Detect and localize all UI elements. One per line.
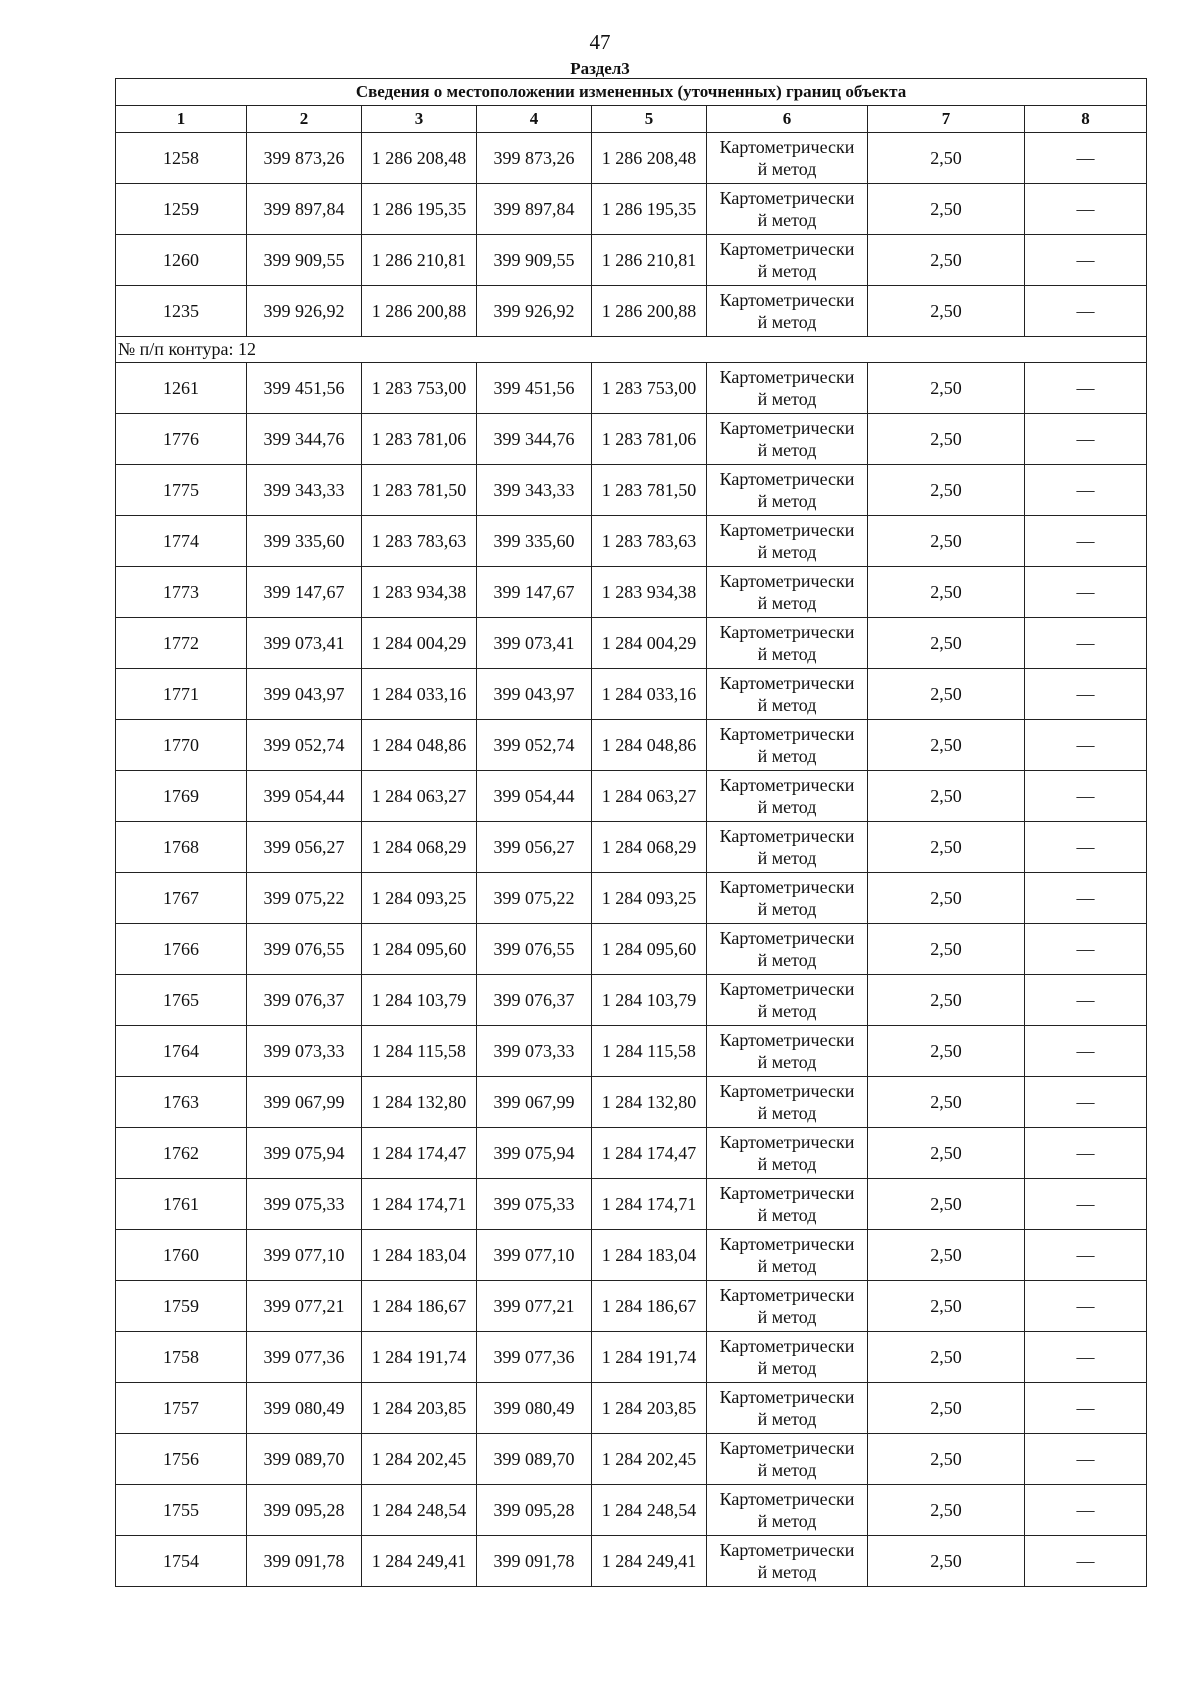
x-existing-cell: 399 344,76 xyxy=(247,414,362,465)
y-existing-cell: 1 283 781,50 xyxy=(362,465,477,516)
y-refined-cell: 1 283 753,00 xyxy=(592,363,707,414)
method-cell: Картометрически й метод xyxy=(707,1179,868,1230)
table-row xyxy=(116,1077,1147,1128)
y-refined-cell: 1 284 174,47 xyxy=(592,1128,707,1179)
description-cell: — xyxy=(1025,618,1147,669)
accuracy-cell: 2,50 xyxy=(868,516,1025,567)
x-existing-cell: 399 052,74 xyxy=(247,720,362,771)
table-row xyxy=(116,567,1147,618)
y-refined-cell: 1 286 200,88 xyxy=(592,286,707,337)
y-existing-cell: 1 284 093,25 xyxy=(362,873,477,924)
method-cell: Картометрически й метод xyxy=(707,235,868,286)
y-refined-cell: 1 284 033,16 xyxy=(592,669,707,720)
x-existing-cell: 399 075,33 xyxy=(247,1179,362,1230)
description-cell: — xyxy=(1025,1383,1147,1434)
y-existing-cell: 1 284 186,67 xyxy=(362,1281,477,1332)
description-cell: — xyxy=(1025,1077,1147,1128)
x-refined-cell: 399 089,70 xyxy=(477,1434,592,1485)
y-refined-cell: 1 286 195,35 xyxy=(592,184,707,235)
y-refined-cell: 1 284 004,29 xyxy=(592,618,707,669)
point-number-cell: 1762 xyxy=(116,1128,247,1179)
method-cell: Картометрически й метод xyxy=(707,133,868,184)
column-number: 6 xyxy=(707,106,868,133)
x-existing-cell: 399 075,94 xyxy=(247,1128,362,1179)
x-existing-cell: 399 076,37 xyxy=(247,975,362,1026)
y-refined-cell: 1 286 208,48 xyxy=(592,133,707,184)
x-existing-cell: 399 451,56 xyxy=(247,363,362,414)
x-refined-cell: 399 054,44 xyxy=(477,771,592,822)
table-row xyxy=(116,1128,1147,1179)
description-cell: — xyxy=(1025,1332,1147,1383)
table-row xyxy=(116,771,1147,822)
table-row xyxy=(116,1230,1147,1281)
x-refined-cell: 399 067,99 xyxy=(477,1077,592,1128)
table-row xyxy=(116,669,1147,720)
boundary-coordinates-table xyxy=(115,78,1147,1587)
accuracy-cell: 2,50 xyxy=(868,1434,1025,1485)
y-refined-cell: 1 284 248,54 xyxy=(592,1485,707,1536)
point-number-cell: 1755 xyxy=(116,1485,247,1536)
description-cell: — xyxy=(1025,1128,1147,1179)
method-cell: Картометрически й метод xyxy=(707,465,868,516)
y-refined-cell: 1 284 048,86 xyxy=(592,720,707,771)
y-existing-cell: 1 284 174,71 xyxy=(362,1179,477,1230)
accuracy-cell: 2,50 xyxy=(868,363,1025,414)
y-refined-cell: 1 283 783,63 xyxy=(592,516,707,567)
rows-contour-12 xyxy=(116,363,1147,1587)
x-existing-cell: 399 897,84 xyxy=(247,184,362,235)
page-number: 47 xyxy=(589,30,611,54)
x-existing-cell: 399 075,22 xyxy=(247,873,362,924)
description-cell: — xyxy=(1025,1281,1147,1332)
y-existing-cell: 1 283 753,00 xyxy=(362,363,477,414)
x-existing-cell: 399 147,67 xyxy=(247,567,362,618)
y-existing-cell: 1 284 202,45 xyxy=(362,1434,477,1485)
x-existing-cell: 399 077,36 xyxy=(247,1332,362,1383)
point-number-cell: 1768 xyxy=(116,822,247,873)
description-cell: — xyxy=(1025,1230,1147,1281)
accuracy-cell: 2,50 xyxy=(868,822,1025,873)
table-row xyxy=(116,516,1147,567)
table-row xyxy=(116,1332,1147,1383)
point-number-cell: 1776 xyxy=(116,414,247,465)
accuracy-cell: 2,50 xyxy=(868,618,1025,669)
method-cell: Картометрически й метод xyxy=(707,184,868,235)
x-refined-cell: 399 451,56 xyxy=(477,363,592,414)
method-cell: Картометрически й метод xyxy=(707,1230,868,1281)
x-existing-cell: 399 077,21 xyxy=(247,1281,362,1332)
point-number-cell: 1235 xyxy=(116,286,247,337)
column-number: 8 xyxy=(1025,106,1147,133)
description-cell: — xyxy=(1025,133,1147,184)
point-number-cell: 1772 xyxy=(116,618,247,669)
point-number-cell: 1258 xyxy=(116,133,247,184)
x-existing-cell: 399 091,78 xyxy=(247,1536,362,1587)
method-cell: Картометрически й метод xyxy=(707,873,868,924)
table-row xyxy=(116,1434,1147,1485)
method-cell: Картометрически й метод xyxy=(707,822,868,873)
column-number: 1 xyxy=(116,106,247,133)
column-number: 7 xyxy=(868,106,1025,133)
y-existing-cell: 1 286 208,48 xyxy=(362,133,477,184)
description-cell: — xyxy=(1025,516,1147,567)
x-existing-cell: 399 056,27 xyxy=(247,822,362,873)
accuracy-cell: 2,50 xyxy=(868,133,1025,184)
x-refined-cell: 399 926,92 xyxy=(477,286,592,337)
x-refined-cell: 399 897,84 xyxy=(477,184,592,235)
table-row xyxy=(116,720,1147,771)
x-refined-cell: 399 343,33 xyxy=(477,465,592,516)
accuracy-cell: 2,50 xyxy=(868,1230,1025,1281)
x-existing-cell: 399 343,33 xyxy=(247,465,362,516)
method-cell: Картометрически й метод xyxy=(707,618,868,669)
accuracy-cell: 2,50 xyxy=(868,414,1025,465)
table-row xyxy=(116,363,1147,414)
point-number-cell: 1775 xyxy=(116,465,247,516)
y-refined-cell: 1 286 210,81 xyxy=(592,235,707,286)
point-number-cell: 1763 xyxy=(116,1077,247,1128)
x-refined-cell: 399 075,94 xyxy=(477,1128,592,1179)
table-row xyxy=(116,822,1147,873)
y-refined-cell: 1 284 095,60 xyxy=(592,924,707,975)
x-refined-cell: 399 077,10 xyxy=(477,1230,592,1281)
description-cell: — xyxy=(1025,567,1147,618)
y-refined-cell: 1 284 103,79 xyxy=(592,975,707,1026)
contour-label: № п/п контура: 12 xyxy=(116,337,1147,363)
method-cell: Картометрически й метод xyxy=(707,924,868,975)
table-row xyxy=(116,618,1147,669)
y-existing-cell: 1 286 195,35 xyxy=(362,184,477,235)
x-existing-cell: 399 909,55 xyxy=(247,235,362,286)
method-cell: Картометрически й метод xyxy=(707,1434,868,1485)
point-number-cell: 1758 xyxy=(116,1332,247,1383)
accuracy-cell: 2,50 xyxy=(868,771,1025,822)
x-refined-cell: 399 052,74 xyxy=(477,720,592,771)
table-row xyxy=(116,1536,1147,1587)
accuracy-cell: 2,50 xyxy=(868,1485,1025,1536)
y-refined-cell: 1 283 781,06 xyxy=(592,414,707,465)
x-existing-cell: 399 043,97 xyxy=(247,669,362,720)
method-cell: Картометрически й метод xyxy=(707,1536,868,1587)
table-row xyxy=(116,1179,1147,1230)
x-refined-cell: 399 147,67 xyxy=(477,567,592,618)
y-existing-cell: 1 286 210,81 xyxy=(362,235,477,286)
method-cell: Картометрически й метод xyxy=(707,567,868,618)
point-number-cell: 1769 xyxy=(116,771,247,822)
point-number-cell: 1770 xyxy=(116,720,247,771)
method-cell: Картометрически й метод xyxy=(707,975,868,1026)
y-refined-cell: 1 284 093,25 xyxy=(592,873,707,924)
method-cell: Картометрически й метод xyxy=(707,720,868,771)
description-cell: — xyxy=(1025,465,1147,516)
description-cell: — xyxy=(1025,822,1147,873)
method-cell: Картометрически й метод xyxy=(707,771,868,822)
point-number-cell: 1765 xyxy=(116,975,247,1026)
rows-before-contour xyxy=(116,133,1147,337)
x-refined-cell: 399 073,33 xyxy=(477,1026,592,1077)
x-refined-cell: 399 077,36 xyxy=(477,1332,592,1383)
description-cell: — xyxy=(1025,286,1147,337)
accuracy-cell: 2,50 xyxy=(868,1536,1025,1587)
y-existing-cell: 1 284 115,58 xyxy=(362,1026,477,1077)
description-cell: — xyxy=(1025,1434,1147,1485)
table-row xyxy=(116,184,1147,235)
x-existing-cell: 399 926,92 xyxy=(247,286,362,337)
table-row xyxy=(116,1281,1147,1332)
y-refined-cell: 1 284 183,04 xyxy=(592,1230,707,1281)
y-refined-cell: 1 284 063,27 xyxy=(592,771,707,822)
method-cell: Картометрически й метод xyxy=(707,1383,868,1434)
point-number-cell: 1760 xyxy=(116,1230,247,1281)
point-number-cell: 1261 xyxy=(116,363,247,414)
x-refined-cell: 399 076,37 xyxy=(477,975,592,1026)
y-refined-cell: 1 284 203,85 xyxy=(592,1383,707,1434)
accuracy-cell: 2,50 xyxy=(868,567,1025,618)
x-refined-cell: 399 344,76 xyxy=(477,414,592,465)
accuracy-cell: 2,50 xyxy=(868,235,1025,286)
description-cell: — xyxy=(1025,669,1147,720)
x-refined-cell: 399 095,28 xyxy=(477,1485,592,1536)
point-number-cell: 1771 xyxy=(116,669,247,720)
x-refined-cell: 399 075,22 xyxy=(477,873,592,924)
x-existing-cell: 399 076,55 xyxy=(247,924,362,975)
contour-row xyxy=(116,337,1147,363)
accuracy-cell: 2,50 xyxy=(868,184,1025,235)
y-existing-cell: 1 284 203,85 xyxy=(362,1383,477,1434)
accuracy-cell: 2,50 xyxy=(868,1383,1025,1434)
accuracy-cell: 2,50 xyxy=(868,1128,1025,1179)
table-row xyxy=(116,1485,1147,1536)
x-existing-cell: 399 077,10 xyxy=(247,1230,362,1281)
accuracy-cell: 2,50 xyxy=(868,975,1025,1026)
accuracy-cell: 2,50 xyxy=(868,1332,1025,1383)
point-number-cell: 1764 xyxy=(116,1026,247,1077)
x-refined-cell: 399 077,21 xyxy=(477,1281,592,1332)
y-existing-cell: 1 283 783,63 xyxy=(362,516,477,567)
accuracy-cell: 2,50 xyxy=(868,1281,1025,1332)
x-existing-cell: 399 080,49 xyxy=(247,1383,362,1434)
y-existing-cell: 1 286 200,88 xyxy=(362,286,477,337)
x-refined-cell: 399 873,26 xyxy=(477,133,592,184)
y-existing-cell: 1 284 033,16 xyxy=(362,669,477,720)
x-refined-cell: 399 909,55 xyxy=(477,235,592,286)
x-refined-cell: 399 073,41 xyxy=(477,618,592,669)
table-row xyxy=(116,1383,1147,1434)
y-refined-cell: 1 284 202,45 xyxy=(592,1434,707,1485)
y-refined-cell: 1 284 132,80 xyxy=(592,1077,707,1128)
method-cell: Картометрически й метод xyxy=(707,286,868,337)
x-refined-cell: 399 043,97 xyxy=(477,669,592,720)
method-cell: Картометрически й метод xyxy=(707,414,868,465)
x-existing-cell: 399 067,99 xyxy=(247,1077,362,1128)
y-refined-cell: 1 284 068,29 xyxy=(592,822,707,873)
y-existing-cell: 1 284 068,29 xyxy=(362,822,477,873)
column-number: 4 xyxy=(477,106,592,133)
accuracy-cell: 2,50 xyxy=(868,1179,1025,1230)
x-refined-cell: 399 080,49 xyxy=(477,1383,592,1434)
description-cell: — xyxy=(1025,975,1147,1026)
table-row xyxy=(116,1026,1147,1077)
table-row xyxy=(116,235,1147,286)
y-existing-cell: 1 284 004,29 xyxy=(362,618,477,669)
x-refined-cell: 399 076,55 xyxy=(477,924,592,975)
method-cell: Картометрически й метод xyxy=(707,1026,868,1077)
y-refined-cell: 1 284 191,74 xyxy=(592,1332,707,1383)
x-refined-cell: 399 335,60 xyxy=(477,516,592,567)
y-refined-cell: 1 284 174,71 xyxy=(592,1179,707,1230)
point-number-cell: 1773 xyxy=(116,567,247,618)
y-refined-cell: 1 284 115,58 xyxy=(592,1026,707,1077)
table-row xyxy=(116,873,1147,924)
point-number-cell: 1259 xyxy=(116,184,247,235)
description-cell: — xyxy=(1025,1179,1147,1230)
y-existing-cell: 1 284 103,79 xyxy=(362,975,477,1026)
accuracy-cell: 2,50 xyxy=(868,720,1025,771)
point-number-cell: 1759 xyxy=(116,1281,247,1332)
y-existing-cell: 1 284 048,86 xyxy=(362,720,477,771)
description-cell: — xyxy=(1025,184,1147,235)
y-refined-cell: 1 284 249,41 xyxy=(592,1536,707,1587)
column-number: 2 xyxy=(247,106,362,133)
point-number-cell: 1756 xyxy=(116,1434,247,1485)
table-row xyxy=(116,465,1147,516)
y-existing-cell: 1 284 132,80 xyxy=(362,1077,477,1128)
table-row xyxy=(116,286,1147,337)
point-number-cell: 1767 xyxy=(116,873,247,924)
y-existing-cell: 1 284 063,27 xyxy=(362,771,477,822)
x-existing-cell: 399 089,70 xyxy=(247,1434,362,1485)
description-cell: — xyxy=(1025,1485,1147,1536)
y-existing-cell: 1 283 934,38 xyxy=(362,567,477,618)
description-cell: — xyxy=(1025,414,1147,465)
column-number: 3 xyxy=(362,106,477,133)
table-row xyxy=(116,975,1147,1026)
method-cell: Картометрически й метод xyxy=(707,363,868,414)
method-cell: Картометрически й метод xyxy=(707,516,868,567)
description-cell: — xyxy=(1025,873,1147,924)
point-number-cell: 1761 xyxy=(116,1179,247,1230)
method-cell: Картометрически й метод xyxy=(707,669,868,720)
accuracy-cell: 2,50 xyxy=(868,286,1025,337)
column-number-row xyxy=(116,106,1147,133)
x-existing-cell: 399 335,60 xyxy=(247,516,362,567)
method-cell: Картометрически й метод xyxy=(707,1281,868,1332)
y-existing-cell: 1 283 781,06 xyxy=(362,414,477,465)
x-existing-cell: 399 054,44 xyxy=(247,771,362,822)
accuracy-cell: 2,50 xyxy=(868,1077,1025,1128)
y-existing-cell: 1 284 191,74 xyxy=(362,1332,477,1383)
x-refined-cell: 399 056,27 xyxy=(477,822,592,873)
y-existing-cell: 1 284 249,41 xyxy=(362,1536,477,1587)
column-number: 5 xyxy=(592,106,707,133)
table-caption: Сведения о местоположении измененных (уточненных) границ объекта xyxy=(116,79,1147,106)
point-number-cell: 1766 xyxy=(116,924,247,975)
description-cell: — xyxy=(1025,1536,1147,1587)
y-refined-cell: 1 284 186,67 xyxy=(592,1281,707,1332)
method-cell: Картометрически й метод xyxy=(707,1332,868,1383)
method-cell: Картометрически й метод xyxy=(707,1077,868,1128)
y-refined-cell: 1 283 781,50 xyxy=(592,465,707,516)
table-row xyxy=(116,414,1147,465)
method-cell: Картометрически й метод xyxy=(707,1485,868,1536)
table-row xyxy=(116,133,1147,184)
description-cell: — xyxy=(1025,771,1147,822)
point-number-cell: 1757 xyxy=(116,1383,247,1434)
x-existing-cell: 399 873,26 xyxy=(247,133,362,184)
accuracy-cell: 2,50 xyxy=(868,873,1025,924)
x-refined-cell: 399 091,78 xyxy=(477,1536,592,1587)
y-refined-cell: 1 283 934,38 xyxy=(592,567,707,618)
y-existing-cell: 1 284 248,54 xyxy=(362,1485,477,1536)
x-existing-cell: 399 073,41 xyxy=(247,618,362,669)
accuracy-cell: 2,50 xyxy=(868,669,1025,720)
x-existing-cell: 399 095,28 xyxy=(247,1485,362,1536)
description-cell: — xyxy=(1025,720,1147,771)
description-cell: — xyxy=(1025,1026,1147,1077)
accuracy-cell: 2,50 xyxy=(868,1026,1025,1077)
method-cell: Картометрически й метод xyxy=(707,1128,868,1179)
y-existing-cell: 1 284 183,04 xyxy=(362,1230,477,1281)
accuracy-cell: 2,50 xyxy=(868,465,1025,516)
description-cell: — xyxy=(1025,924,1147,975)
table-row xyxy=(116,924,1147,975)
accuracy-cell: 2,50 xyxy=(868,924,1025,975)
description-cell: — xyxy=(1025,235,1147,286)
point-number-cell: 1260 xyxy=(116,235,247,286)
description-cell: — xyxy=(1025,363,1147,414)
y-existing-cell: 1 284 174,47 xyxy=(362,1128,477,1179)
point-number-cell: 1774 xyxy=(116,516,247,567)
x-existing-cell: 399 073,33 xyxy=(247,1026,362,1077)
y-existing-cell: 1 284 095,60 xyxy=(362,924,477,975)
point-number-cell: 1754 xyxy=(116,1536,247,1587)
section-title: Раздел3 xyxy=(570,59,630,78)
x-refined-cell: 399 075,33 xyxy=(477,1179,592,1230)
